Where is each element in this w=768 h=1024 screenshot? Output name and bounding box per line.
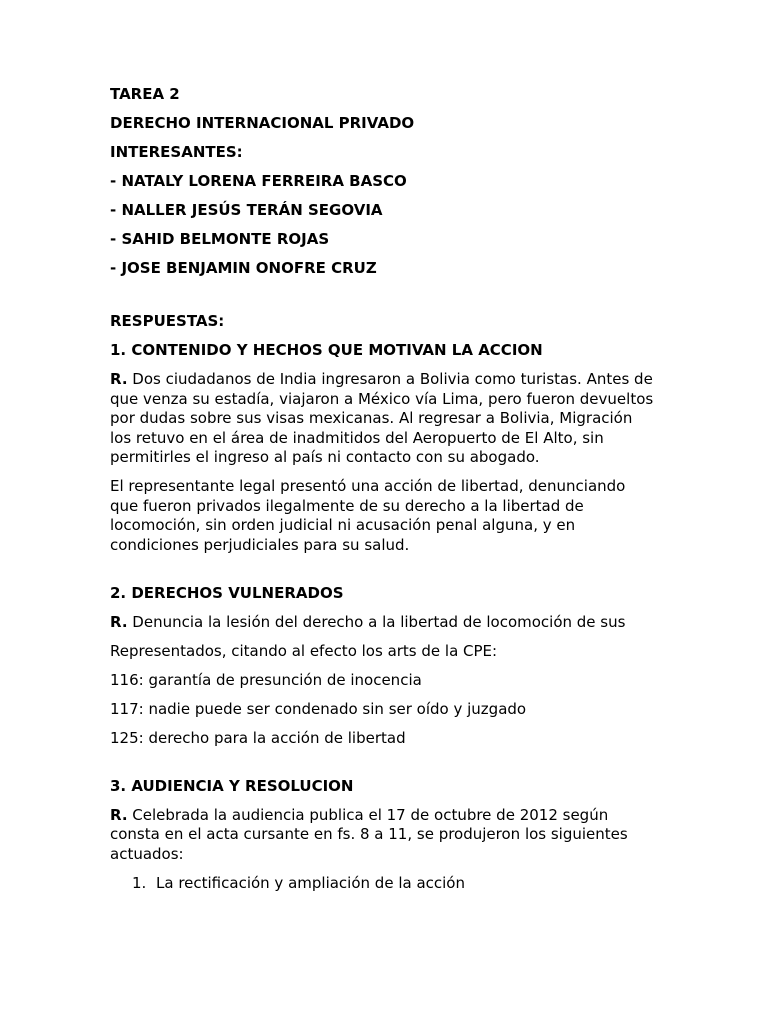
list-text: La rectificación y ampliación de la acción: [156, 873, 465, 892]
list-number: 1.: [132, 873, 147, 892]
r-label: R.: [110, 612, 128, 631]
section-2-paragraph-1: [110, 613, 655, 633]
r-label: R.: [110, 805, 128, 824]
member-name: - SAHID BELMONTE ROJAS: [110, 230, 330, 248]
member-name: - JOSE BENJAMIN ONOFRE CRUZ: [110, 259, 377, 277]
section-1-paragraph-1: [110, 370, 655, 468]
doc-title: TAREA 2: [110, 85, 180, 103]
section-3-paragraph-1: [110, 806, 655, 865]
article-item: 117: nadie puede ser condenado sin ser oído y juzgado: [110, 699, 527, 718]
members-label: INTERESANTES:: [110, 143, 243, 161]
doc-subject: DERECHO INTERNACIONAL PRIVADO: [110, 114, 415, 132]
spacer: [110, 288, 655, 312]
section-1-heading: 1. CONTENIDO Y HECHOS QUE MOTIVAN LA ACCION: [110, 341, 543, 359]
section-2-paragraph-2: Representados, citando al efecto los arts de la CPE:: [110, 641, 498, 660]
spacer: [110, 758, 655, 777]
section-2-heading: 2. DERECHOS VULNERADOS: [110, 583, 344, 602]
list-item: [132, 874, 655, 894]
article-item: 116: garantía de presunción de inocencia: [110, 670, 422, 689]
paragraph-text: Dos ciudadanos de India ingresaron a Bolivia como turistas. Antes de que venza su estadía, viajaron a México vía Lima, pero fueron devueltos por dudas sobre sus visas mexicanas. Al regresar a Bolivia, Migración los retuvo en el área de inadmitidos del Aeropuerto de El Alto, sin permitirles el ingreso al país ni contacto con su abogado.: [110, 370, 654, 466]
member-name: - NALLER JESÚS TERÁN SEGOVIA: [110, 201, 383, 219]
member-name: - NATALY LORENA FERREIRA BASCO: [110, 172, 407, 190]
article-item: 125: derecho para la acción de libertad: [110, 728, 406, 747]
answers-label: RESPUESTAS:: [110, 312, 225, 330]
paragraph-text: Celebrada la audiencia publica el 17 de octubre de 2012 según consta en el acta cursante en fs. 8 a 11, se produjeron los siguientes actuados:: [110, 805, 628, 863]
paragraph-text: Denuncia la lesión del derecho a la libertad de locomoción de sus: [127, 612, 626, 631]
document-page: [110, 85, 655, 893]
section-3-heading: 3. AUDIENCIA Y RESOLUCION: [110, 776, 354, 795]
section-1-paragraph-2: El representante legal presentó una acción de libertad, denunciando que fueron privados ilegalmente de su derecho a la libertad de locomoción, sin orden judicial ni acusación penal alguna, y en condiciones perjudiciales para su salud.: [110, 477, 626, 554]
r-label: R.: [110, 370, 128, 388]
spacer: [110, 565, 655, 584]
